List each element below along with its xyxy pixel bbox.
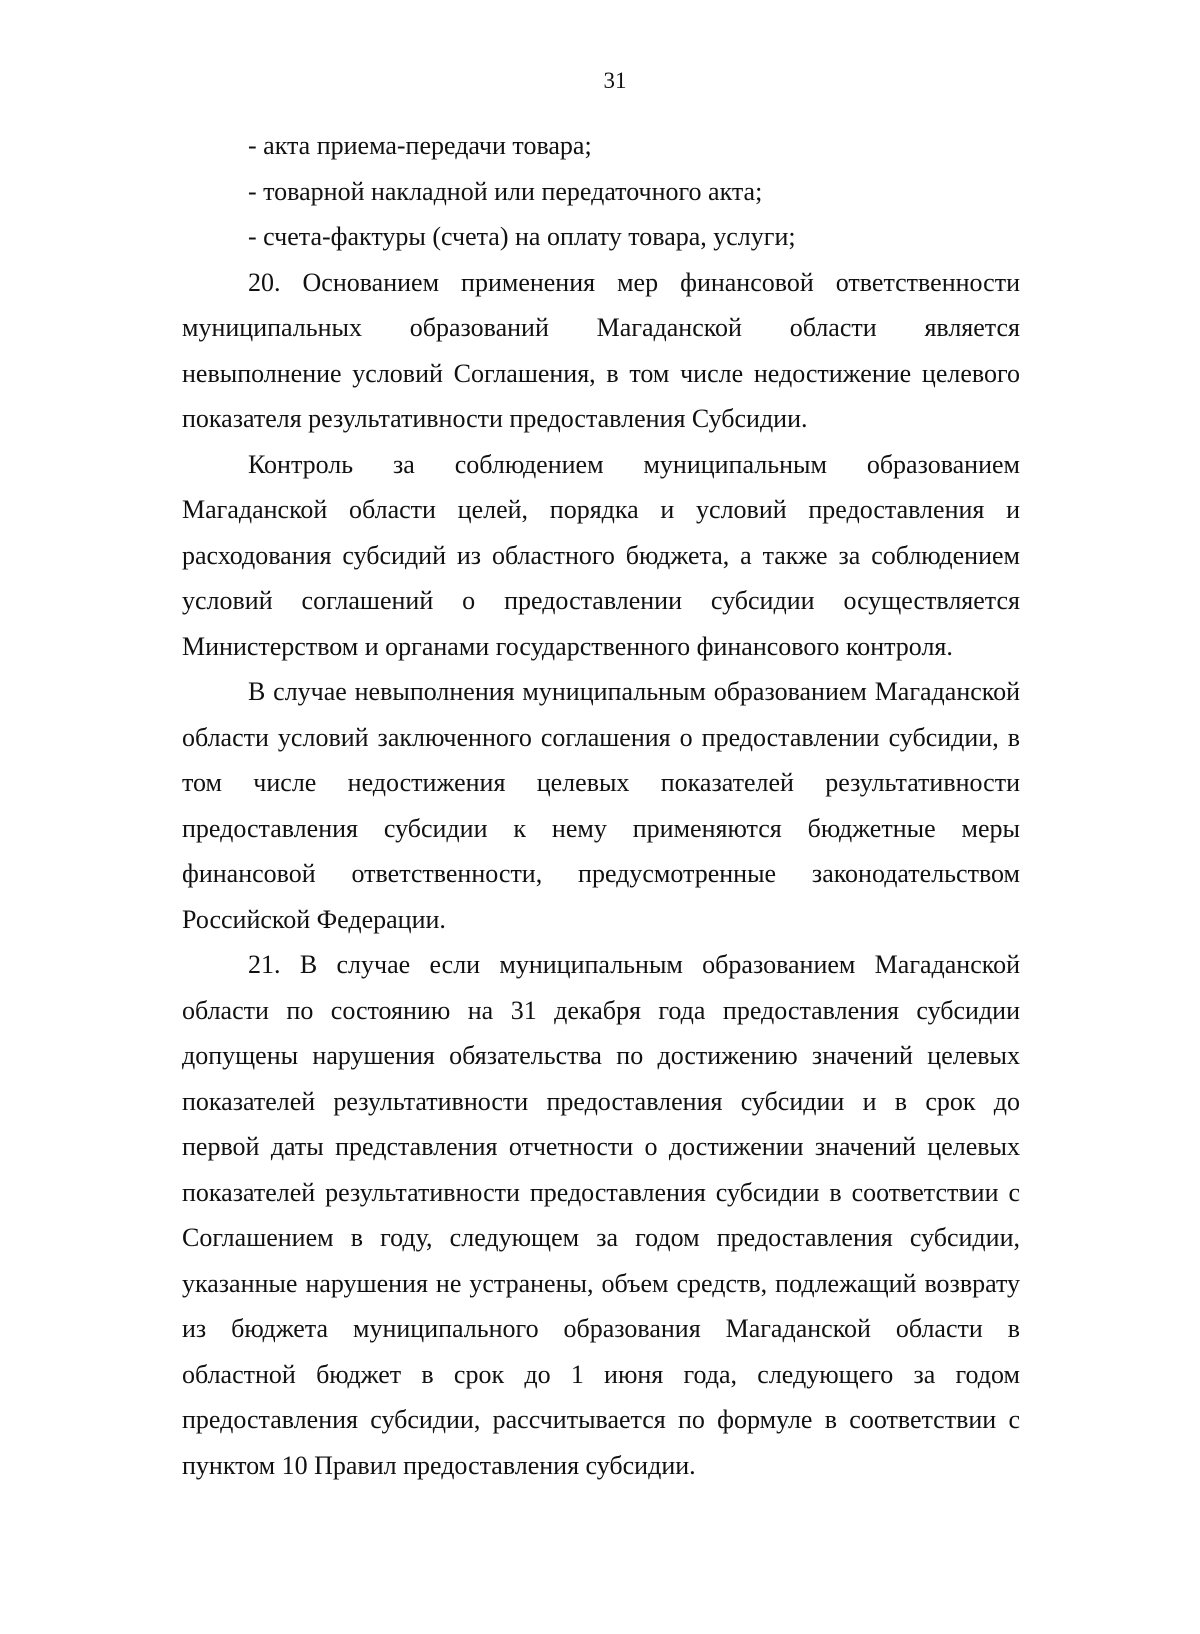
list-item: - счета-фактуры (счета) на оплату товара, услуги;: [248, 222, 796, 251]
paragraph-21: 21. В случае если муниципальным образованием Магаданской области по состоянию на 31 декабря года предоставления субсидии допущены нарушения обязательства по достижению значений целевых показателей результативности предоставления субсидии и в срок до первой даты представления отчетности о достижении значений целевых показателей результативности предоставления субсидии в соответствии с Соглашением в году, следующем за годом предоставления субсидии, указанные нарушения не устранены, объем средств, подлежащий возврату из бюджета муниципального образования Магаданской области в областной бюджет в срок до 1 июня года, следующего за годом предоставления субсидии, рассчитывается по формуле в соответствии с пунктом 10 Правил предоставления субсидии.: [182, 950, 1020, 1480]
list-item: - товарной накладной или передаточного акта;: [248, 176, 763, 206]
document-body: [182, 123, 1020, 1488]
paragraph-noncompliance: В случае невыполнения муниципальным образованием Магаданской области условий заключенного соглашения о предоставлении субсидии, в том числе недостижения целевых показателей результативности предоставления субсидии к нему применяются бюджетные меры финансовой ответственности, предусмотренные законодательством Российской Федерации.: [182, 677, 1020, 934]
paragraph-20: 20. Основанием применения мер финансовой ответственности муниципальных образований Магаданской области является невыполнение условий Соглашения, в том числе недостижение целевого показателя результативности предоставления Субсидии.: [182, 267, 1020, 433]
paragraph-control: Контроль за соблюдением муниципальным образованием Магаданской области целей, порядка и условий предоставления и расходования субсидий из областного бюджета, а также за соблюдением условий соглашений о предоставлении субсидии осуществляется Министерством и органами государственного финансового контроля.: [182, 449, 1020, 661]
page-number: 31: [603, 68, 627, 93]
list-item: - акта приема-передачи товара;: [248, 131, 592, 160]
